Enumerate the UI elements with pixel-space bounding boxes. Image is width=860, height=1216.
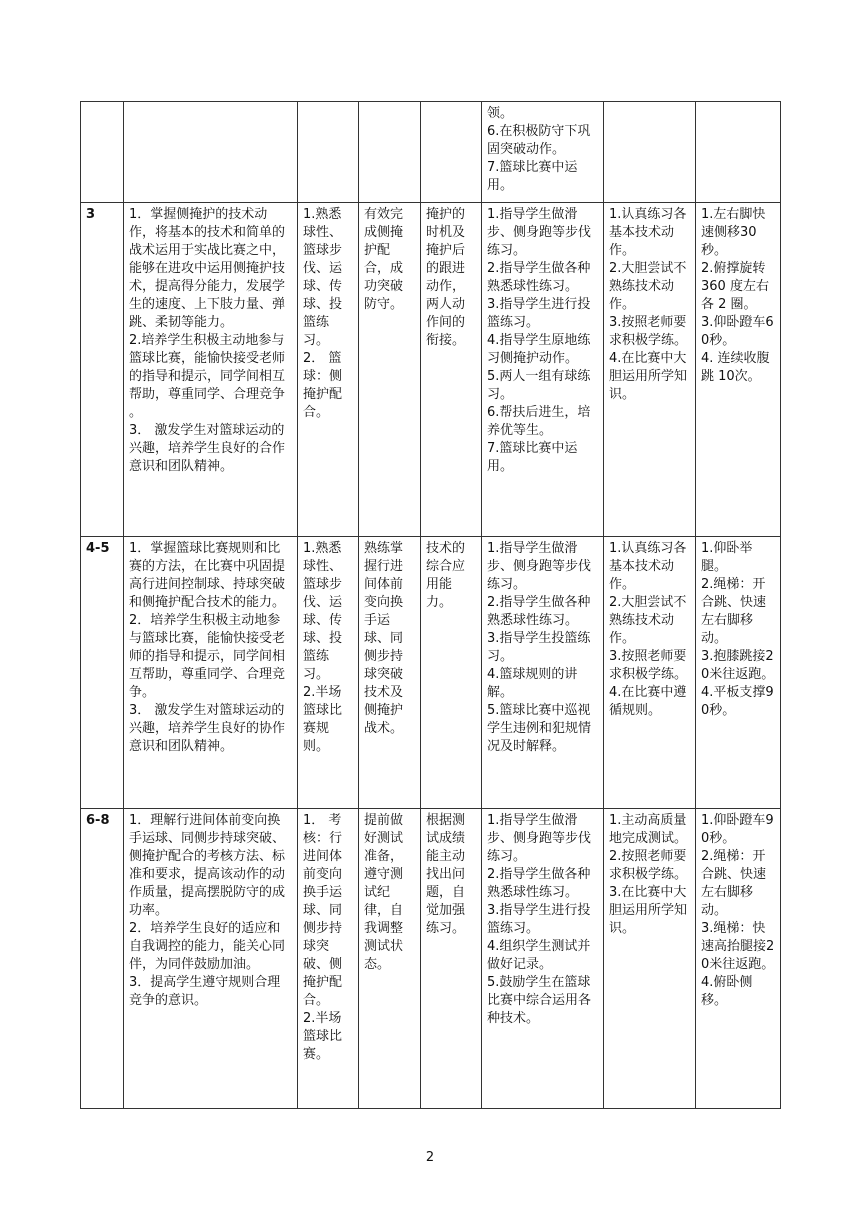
content-cell — [298, 809, 359, 1109]
cell-text-line: 3.绳梯：快速高抬腿接20米往返跑。 — [701, 921, 775, 972]
cell-text-line: 3.在比赛中大胆运用所学知识。 — [609, 885, 688, 936]
cell-text-line: 提前做好测试准备，遵守测试纪律，自我调整测试状态。 — [364, 813, 404, 972]
cell-text-line: 7.篮球比赛中运用。 — [487, 160, 578, 193]
cell-text-line: 3． 激发学生对篮球运动的兴趣，培养学生良好的协作意识和团队精神。 — [129, 703, 286, 754]
key-point-cell — [359, 203, 421, 537]
teacher-activity-cell — [482, 537, 604, 809]
cell-text-line: 3． 激发学生对篮球运动的兴趣，培养学生良好的合作意识和团队精神。 — [129, 423, 286, 474]
difficulty-cell — [421, 809, 482, 1109]
cell-text-line: 1.左右脚快速侧移30秒。 — [701, 207, 766, 258]
objectives-cell — [124, 203, 298, 537]
cell-text-line: 1.指导学生做滑步、侧身跑等步伐练习。 — [487, 207, 592, 258]
cell-text-line: 3.指导学生投篮练习。 — [487, 631, 591, 664]
cell-text-line: 3.抱膝跳接20米往返跑。 — [701, 649, 775, 682]
cell-text-line: 2.指导学生做各种熟悉球性练习。 — [487, 595, 591, 628]
cell-text-line: 6.在积极防守下巩固突破动作。 — [487, 124, 591, 157]
cell-text-line: 5.两人一组有球练习。 — [487, 369, 591, 402]
teacher-activity-cell — [482, 203, 604, 537]
cell-text-line: 3.指导学生进行投篮练习。 — [487, 297, 591, 330]
cell-text-line: 4.篮球规则的讲解。 — [487, 667, 578, 700]
fitness-training-cell — [696, 102, 781, 203]
cell-text-line: 1．掌握侧掩护的技术动作，将基本的技术和简单的战术运用于实战比赛之中，能够在进攻中运用侧掩护技术，提高得分能力，发展学生的速度、上下肢力量、弹跳、柔韧等能力。 — [129, 207, 286, 330]
cell-text-line: 2.大胆尝试不熟练技术动作。 — [609, 261, 687, 312]
difficulty-cell — [421, 102, 482, 203]
teacher-activity-cell — [482, 102, 604, 203]
cell-text-line: 3.按照老师要求积极学练。 — [609, 315, 688, 348]
fitness-training-cell — [696, 537, 781, 809]
cell-text-line: 4.指导学生原地练习侧掩护动作。 — [487, 333, 591, 366]
cell-text-line: 1.认真练习各基本技术动作。 — [609, 541, 687, 592]
cell-text-line: 4.在比赛中遵循规则。 — [609, 685, 687, 718]
cell-text-line: 2.指导学生做各种熟悉球性练习。 — [487, 261, 591, 294]
cell-text-line: 2.半场篮球比赛。 — [303, 1011, 343, 1062]
cell-text-line: 2.按照老师要求积极学练。 — [609, 849, 688, 882]
cell-text-line: 根据测试成绩能主动找出问题，自觉加强练习。 — [426, 813, 466, 936]
cell-text-line: 7.篮球比赛中运用。 — [487, 441, 578, 474]
difficulty-cell — [421, 203, 482, 537]
key-point-cell — [359, 537, 421, 809]
student-activity-cell — [604, 809, 696, 1109]
cell-text-line: 2.俯撑旋转 360 度左右各 2 圈。 — [701, 261, 769, 312]
cell-text-line: 2.绳梯：开合跳、快速左右脚移动。 — [701, 577, 767, 646]
lesson-number-cell: 3 — [81, 203, 124, 537]
student-activity-cell — [604, 203, 696, 537]
cell-text-line: 5.篮球比赛中巡视学生违例和犯规情况及时解释。 — [487, 703, 592, 754]
cell-text-line: 6.帮扶后进生，培养优等生。 — [487, 405, 591, 438]
lesson-number-cell — [81, 102, 124, 203]
objectives-cell — [124, 102, 298, 203]
content-cell — [298, 102, 359, 203]
cell-text-line: 2．培养学生积极主动地参与篮球比赛，能愉快接受老师的指导和提示，同学间相互帮助，尊重同学、合理竞争。 — [129, 613, 286, 700]
cell-text-line: 2.指导学生做各种熟悉球性练习。 — [487, 867, 591, 900]
student-activity-cell — [604, 537, 696, 809]
cell-text-line: 掩护的时机及掩护后的跟进动作，两人动作间的衔接。 — [426, 207, 466, 348]
cell-text-line: 2．培养学生良好的适应和自我调控的能力，能关心同伴，为同伴鼓励加油。 — [129, 921, 286, 972]
cell-text-line: 3.仰卧蹬车60秒。 — [701, 315, 774, 348]
cell-text-line: 1． 考核：行进间体前变向换手运球、同侧步持球突破、侧掩护配合。 — [303, 813, 343, 1008]
table-row — [81, 809, 781, 1109]
cell-text-line: 1.主动高质量地完成测试。 — [609, 813, 688, 846]
teacher-activity-cell — [482, 809, 604, 1109]
key-point-cell — [359, 809, 421, 1109]
cell-text-line: 有效完成侧掩护配合，成功突破防守。 — [364, 207, 404, 312]
cell-text-line: 熟练掌握行进间体前变向换手运球、同侧步持球突破技术及侧掩护战术。 — [364, 541, 404, 736]
objectives-cell — [124, 537, 298, 809]
cell-text-line: 3．提高学生遵守规则合理竞争的意识。 — [129, 975, 281, 1008]
cell-text-line: 2.半场篮球比赛规则。 — [303, 685, 343, 754]
student-activity-cell — [604, 102, 696, 203]
cell-text-line: 4.组织学生测试并做好记录。 — [487, 939, 591, 972]
cell-text-line: 1.仰卧蹬车90秒。 — [701, 813, 774, 846]
table-row — [81, 537, 781, 809]
cell-text-line: 1．理解行进间体前变向换手运球、同侧步持球突破、侧掩护配合的考核方法、标准和要求，提高该动作的动作质量，提高摆脱防守的成功率。 — [129, 813, 286, 918]
page-number: 2 — [425, 1150, 435, 1165]
cell-text-line: 1.指导学生做滑步、侧身跑等步伐练习。 — [487, 541, 592, 592]
key-point-cell — [359, 102, 421, 203]
cell-text-line: 1.熟悉球性、篮球步伐、运球、传球、投篮练习。 — [303, 207, 343, 348]
fitness-training-cell — [696, 809, 781, 1109]
cell-text-line: 技术的综合应用能力。 — [426, 541, 466, 610]
cell-text-line: 4.俯卧侧移。 — [701, 975, 753, 1008]
table-row — [81, 102, 781, 203]
cell-text-line: 4.在比赛中大胆运用所学知识。 — [609, 351, 688, 402]
cell-text-line: 4.平板支撑90秒。 — [701, 685, 774, 718]
cell-text-line: 领。 — [487, 106, 514, 121]
fitness-training-cell — [696, 203, 781, 537]
objectives-cell — [124, 809, 298, 1109]
cell-text-line: 3.指导学生进行投篮练习。 — [487, 903, 591, 936]
cell-text-line: 1.仰卧举腿。 — [701, 541, 753, 574]
lesson-plan-table — [80, 101, 781, 1109]
cell-text-line: 1.熟悉球性、篮球步伐、运球、传球、投篮练习。 — [303, 541, 343, 682]
lesson-number-cell: 6-8 — [81, 809, 124, 1109]
cell-text-line: 1.指导学生做滑步、侧身跑等步伐练习。 — [487, 813, 592, 864]
difficulty-cell — [421, 537, 482, 809]
cell-text-line: 2.绳梯：开合跳、快速左右脚移动。 — [701, 849, 767, 918]
cell-text-line: 1.认真练习各基本技术动作。 — [609, 207, 687, 258]
cell-text-line: 2.培养学生积极主动地参与篮球比赛，能愉快接受老师的指导和提示，同学间相互帮助，尊重同学、合理竞争 。 — [129, 333, 286, 420]
content-cell — [298, 537, 359, 809]
lesson-number-cell: 4-5 — [81, 537, 124, 809]
cell-text-line: 2． 篮球：侧掩护配合。 — [303, 351, 343, 420]
cell-text-line: 5.鼓励学生在篮球比赛中综合运用各种技术。 — [487, 975, 592, 1026]
cell-text-line: 1．掌握篮球比赛规则和比赛的方法，在比赛中巩固提高行进间控制球、持球突破和侧掩护配合技术的能力。 — [129, 541, 286, 610]
cell-text-line: 4. 连续收腹跳 10次。 — [701, 351, 770, 384]
cell-text-line: 2.大胆尝试不熟练技术动作。 — [609, 595, 687, 646]
content-cell — [298, 203, 359, 537]
table-row — [81, 203, 781, 537]
cell-text-line: 3.按照老师要求积极学练。 — [609, 649, 688, 682]
